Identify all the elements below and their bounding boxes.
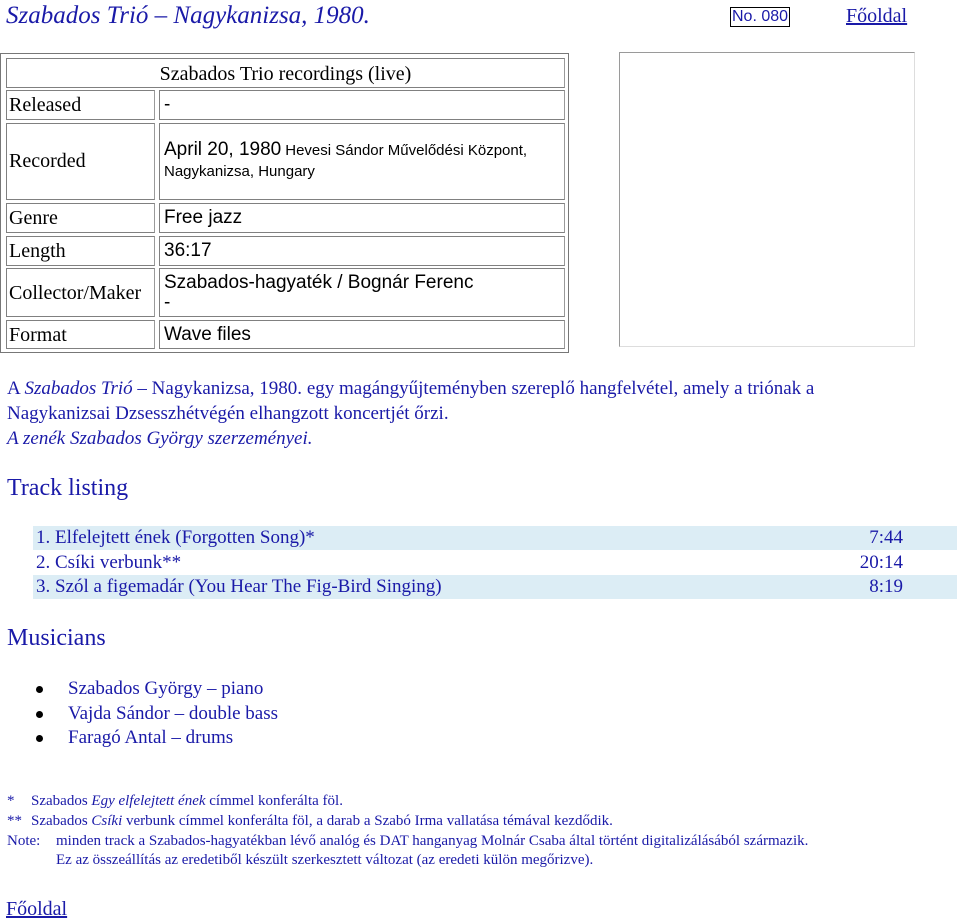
musicians-heading: Musicians [7, 625, 106, 651]
note-2-title: Csíki [91, 813, 123, 829]
length-value-cell [159, 236, 565, 266]
track-duration-2: 20:14 [859, 552, 903, 573]
collector-label: Collector/Maker [9, 282, 142, 304]
released-label-cell [6, 90, 155, 120]
note-3-line-1: minden track a Szabados-hagyatékban lévő analóg és DAT hanganyag Molnár Csaba által történt digitalizálásából származik. [56, 833, 809, 849]
note-2-pre: Szabados [31, 813, 92, 829]
collector-value-cell [159, 268, 565, 317]
released-label: Released [9, 94, 82, 116]
note-2-mark: ** [7, 813, 22, 829]
track-title-1: 1. Elfelejtett ének (Forgotten Song)* [36, 527, 315, 548]
note-3-line-2: Ez az összeállítás az eredetiből készült szerkesztett változat (az eredeti külön megőrizve). [56, 852, 594, 868]
description-line-2: Nagykanizsai Dzsesszhétvégén elhangzott koncertjét őrzi. [7, 403, 449, 424]
recorded-value [164, 139, 527, 161]
length-value: 36:17 [164, 240, 212, 261]
musician-name: Vajda Sándor – double bass [68, 703, 279, 724]
genre-label: Genre [9, 207, 58, 229]
musician-item [36, 727, 233, 749]
track-row-1 [33, 526, 957, 550]
page-title: Szabados Trió – Nagykanizsa, 1980. [6, 2, 370, 29]
released-value-cell [159, 90, 565, 120]
note-1 [7, 793, 343, 810]
collector-value-2: - [164, 292, 171, 313]
record-number: No. 080 [732, 8, 789, 25]
note-1-mark: * [7, 793, 15, 809]
recorded-label-cell [6, 123, 155, 200]
desc-a: A [7, 378, 25, 399]
track-duration-3: 8:19 [869, 576, 903, 597]
bullet-icon [36, 711, 43, 718]
info-caption: Szabados Trio recordings (live) [159, 63, 412, 85]
note-3-label: Note: [7, 833, 41, 849]
description-line-1 [7, 378, 814, 400]
bullet-icon [36, 735, 43, 742]
note-2-post: verbunk címmel konferálta föl, a darab a Szabó Irma vallatása témával kezdődik. [122, 813, 613, 829]
track-title-2: 2. Csíki verbunk** [36, 552, 182, 573]
track-duration-1: 7:44 [869, 527, 903, 548]
info-table [0, 53, 569, 353]
track-title-3: 3. Szól a figemadár (You Hear The Fig-Bird Singing) [36, 576, 442, 597]
length-label: Length [9, 240, 66, 262]
released-value: - [164, 94, 171, 115]
recorded-place: Hevesi Sándor Művelődési Központ, [285, 142, 528, 159]
desc-place: – Nagykanizsa, 1980. [132, 378, 303, 399]
format-value: Wave files [164, 324, 251, 345]
musician-name: Szabados György – piano [68, 678, 264, 699]
recorded-label: Recorded [9, 150, 86, 172]
format-value-cell [159, 320, 565, 349]
recorded-place-2: Nagykanizsa, Hungary [164, 163, 315, 180]
musician-name: Faragó Antal – drums [68, 727, 234, 748]
bullet-icon [36, 686, 43, 693]
format-label: Format [9, 324, 67, 346]
format-label-cell [6, 320, 155, 349]
musician-item [36, 703, 278, 725]
collector-value: Szabados-hagyaték / Bognár Ferenc [164, 272, 474, 293]
track-listing-heading: Track listing [7, 475, 129, 501]
home-link-bottom[interactable]: Főoldal [6, 898, 68, 920]
recorded-value-cell [159, 123, 565, 200]
info-caption-cell [6, 58, 565, 88]
collector-label-cell [6, 268, 155, 317]
note-1-pre: Szabados [31, 793, 92, 809]
genre-value: Free jazz [164, 207, 243, 228]
description-line-3: A zenék Szabados György szerzeményei. [7, 428, 313, 449]
length-label-cell [6, 236, 155, 266]
track-row-3 [33, 575, 957, 599]
track-row-2 [33, 551, 957, 575]
home-link-top[interactable]: Főoldal [846, 5, 908, 27]
musician-item [36, 678, 263, 700]
genre-label-cell [6, 203, 155, 233]
desc-trio-name: Szabados Trió [24, 378, 133, 399]
genre-value-cell [159, 203, 565, 233]
note-1-title: Egy elfelejtett ének [91, 793, 206, 809]
note-1-post: címmel konferálta föl. [205, 793, 343, 809]
cover-image-placeholder [619, 52, 915, 347]
note-2 [7, 813, 613, 830]
recorded-date: April 20, 1980 [164, 139, 282, 160]
desc-text-1: egy magángyűjteményben szereplő hangfelvétel, amely a triónak a [302, 378, 815, 399]
